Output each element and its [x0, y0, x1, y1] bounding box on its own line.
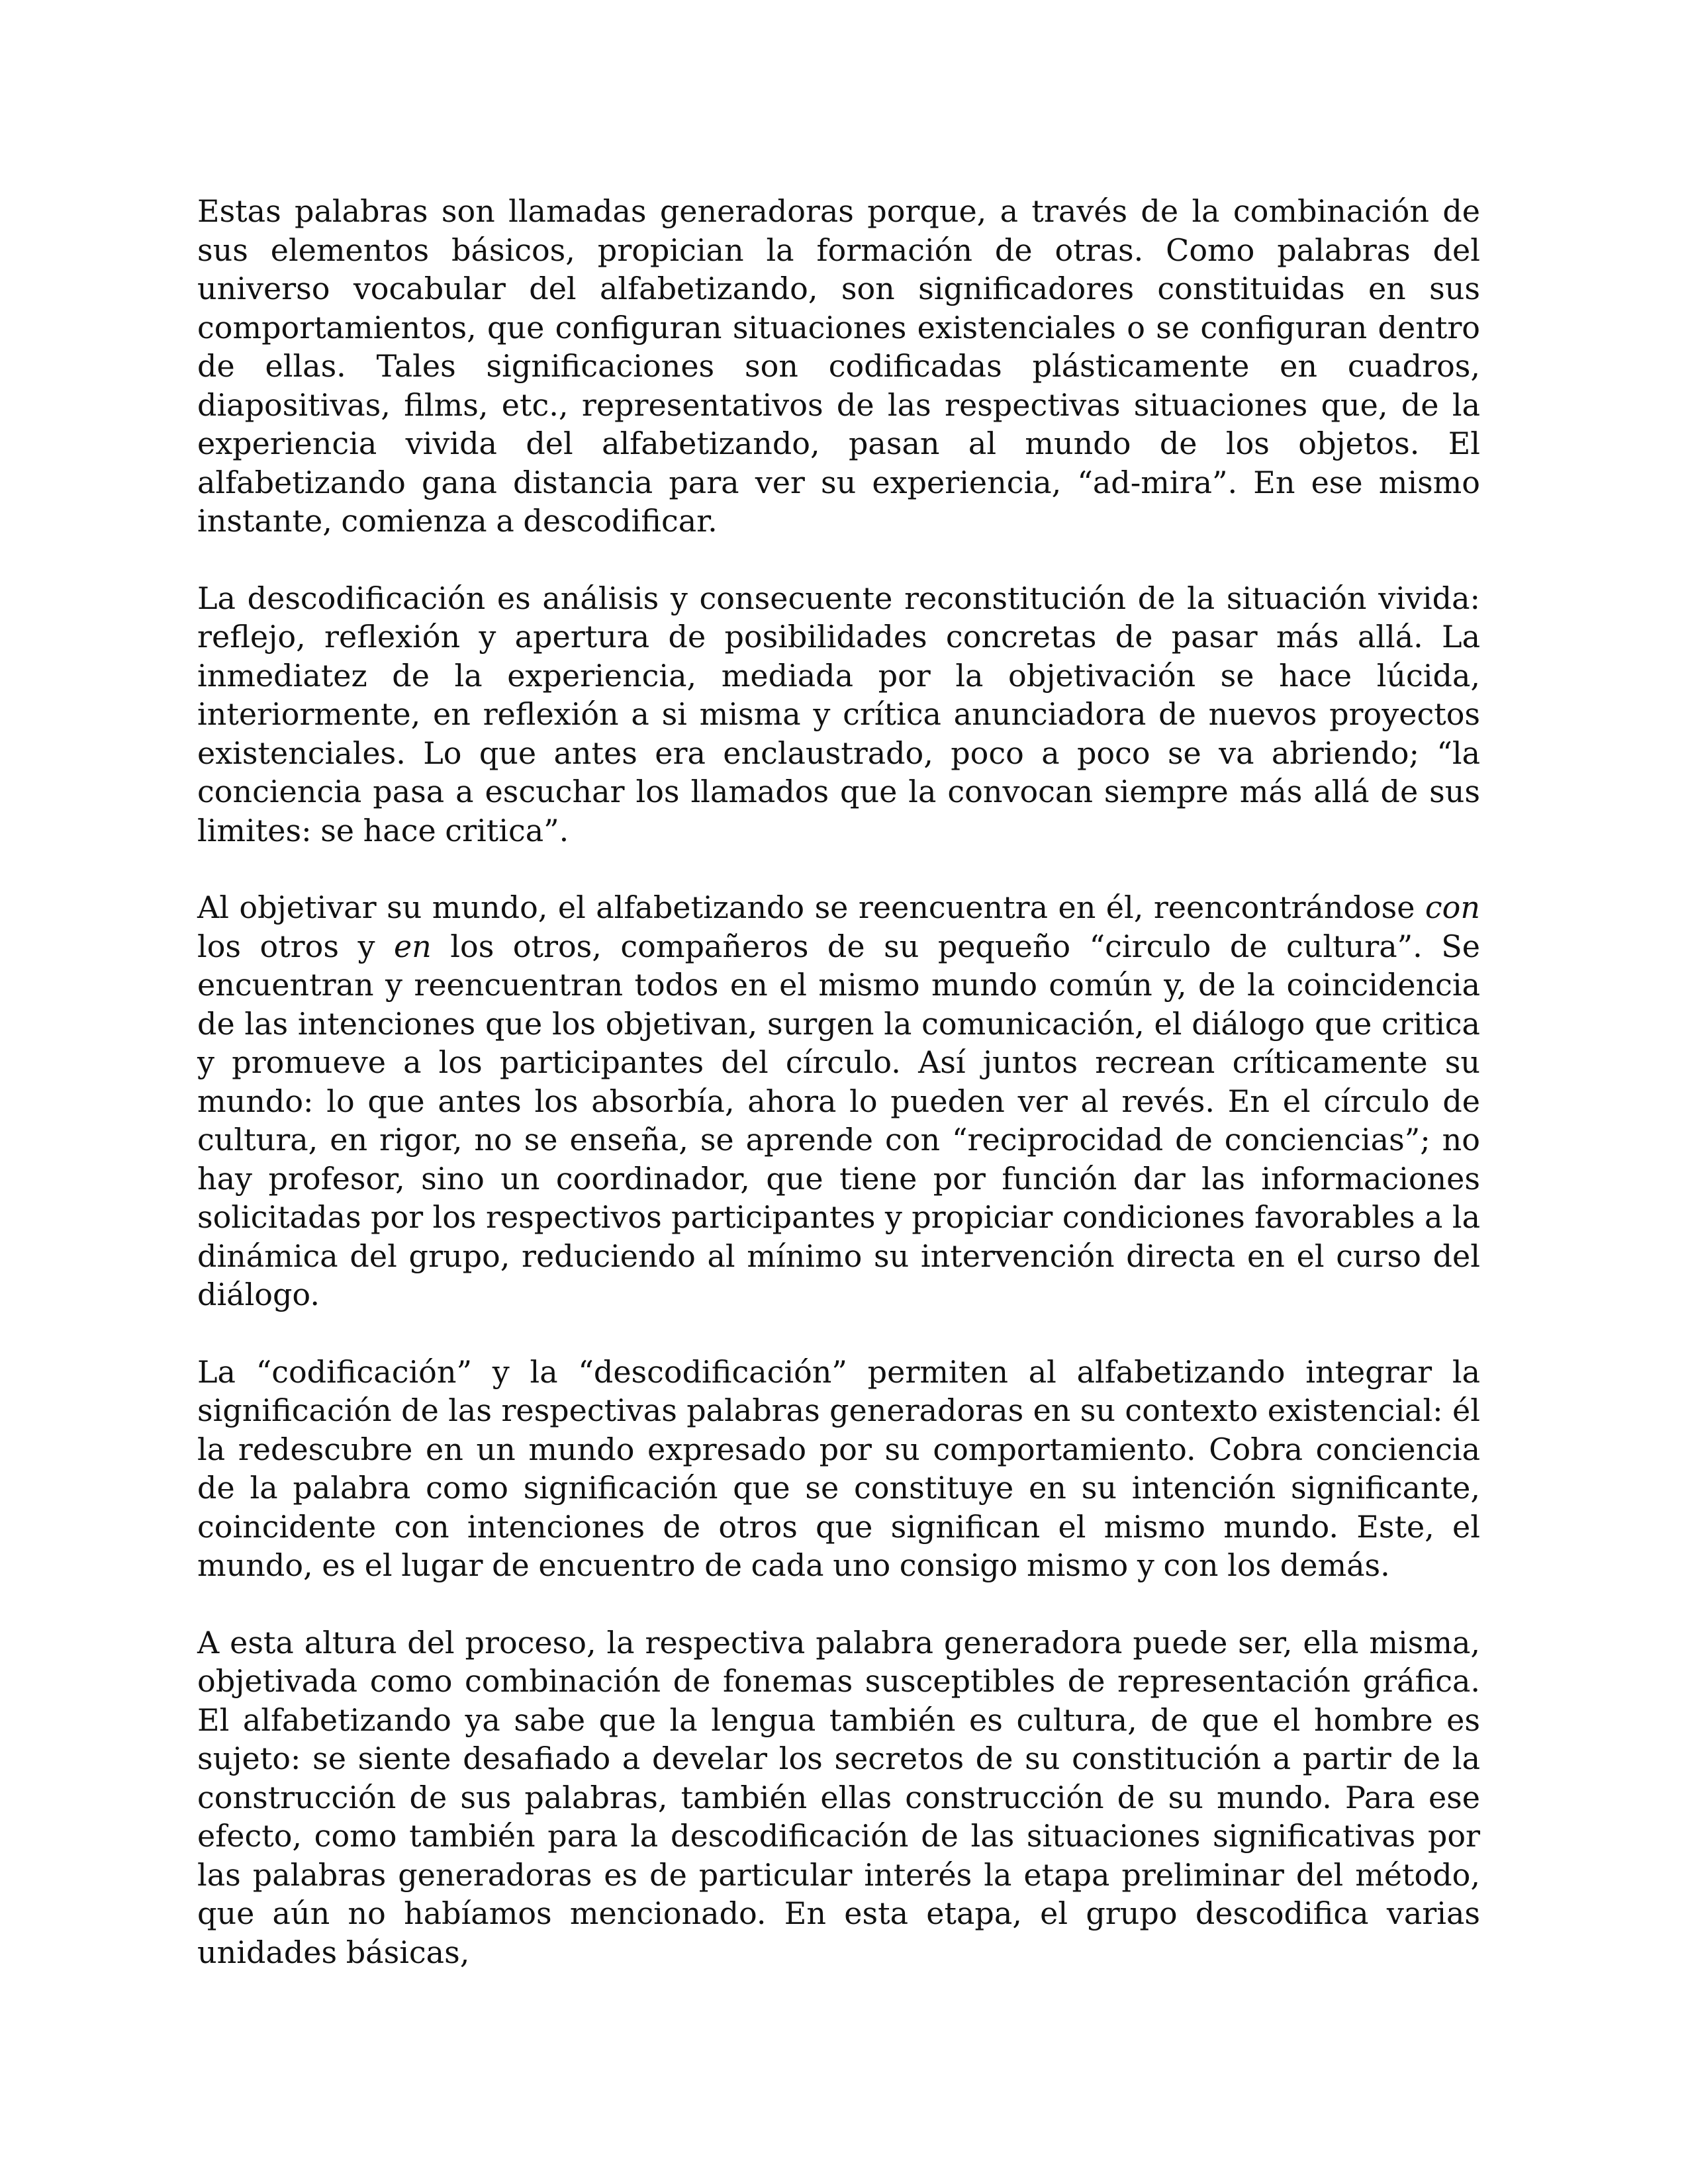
document-body	[197, 192, 1480, 1972]
paragraph-5-text: A esta altura del proceso, la respectiva palabra generadora puede ser, ella misma, objetivada como combinación de fonemas susceptibles de representación gráfica. El alfabetizando ya sabe que la lengua también es cultura, de que el hombre es sujeto: se siente desafiado a develar los secretos de su constitución a partir de la construcción de sus palabras, también ellas construcción de su mundo. Para ese efecto, como también para la descodificación de las situaciones significativas por las palabras generadoras es de particular interés la etapa preliminar del método, que aún no habíamos mencionado. En esta etapa, el grupo descodifica varias unidades básicas,	[197, 1624, 1480, 1970]
paragraph-1	[197, 192, 1480, 541]
paragraph-3-text-c: los otros, compañeros de su pequeño “circulo de cultura”. Se encuentran y reencuentran todos en el mismo mundo común y, de la coincidencia de las intenciones que los objetivan, surgen la comunicación, el diálogo que critica y promueve a los participantes del círculo. Así juntos recrean críticamente su mundo: lo que antes los absorbía, ahora lo pueden ver al revés. En el círculo de cultura, en rigor, no se enseña, se aprende con “reciprocidad de conciencias”; no hay profesor, sino un coordinador, que tiene por función dar las informaciones solicitadas por los respectivos participantes y propiciar condiciones favorables a la dinámica del grupo, reduciendo al mínimo su intervención directa en el curso del diálogo.	[197, 928, 1480, 1312]
paragraph-5	[197, 1623, 1480, 1972]
paragraph-4-text: La “codificación” y la “descodificación” permiten al alfabetizando integrar la significación de las respectivas palabras generadoras en su contexto existencial: él la redescubre en un mundo expresado por su comportamiento. Cobra conciencia de la palabra como significación que se constituye en su intención significante, coincidente con intenciones de otros que significan el mismo mundo. Este, el mundo, es el lugar de encuentro de cada uno consigo mismo y con los demás.	[197, 1353, 1480, 1583]
paragraph-4	[197, 1353, 1480, 1585]
paragraph-3-italic-en: en	[393, 928, 432, 964]
paragraph-3-italic-con: con	[1425, 889, 1480, 925]
paragraph-2-text: La descodificación es análisis y consecuente reconstitución de la situación vivida: reflejo, reflexión y apertura de posibilidades concretas de pasar más allá. La inmediatez de la experiencia, mediada por la objetivación se hace lúcida, interiormente, en reflexión a si misma y crítica anunciadora de nuevos proyectos existenciales. Lo que antes era enclaustrado, poco a poco se va abriendo; “la conciencia pasa a escuchar los llamados que la convocan siempre más allá de sus limites: se hace critica”.	[197, 580, 1480, 848]
paragraph-1-text: Estas palabras son llamadas generadoras porque, a través de la combinación de sus elementos básicos, propician la formación de otras. Como palabras del universo vocabular del alfabetizando, son significadores constituidas en sus comportamientos, que configuran situaciones existenciales o se configuran dentro de ellas. Tales significaciones son codificadas plásticamente en cuadros, diapositivas, films, etc., representativos de las respectivas situaciones que, de la experiencia vivida del alfabetizando, pasan al mundo de los objetos. El alfabetizando gana distancia para ver su experiencia, “ad-mira”. En ese mismo instante, comienza a descodificar.	[197, 193, 1480, 539]
paragraph-3	[197, 888, 1480, 1314]
paragraph-3-text-b: los otros y	[197, 928, 394, 964]
paragraph-3-text-a: Al objetivar su mundo, el alfabetizando se reencuentra en él, reencontrándose	[197, 889, 1425, 925]
paragraph-2	[197, 579, 1480, 850]
